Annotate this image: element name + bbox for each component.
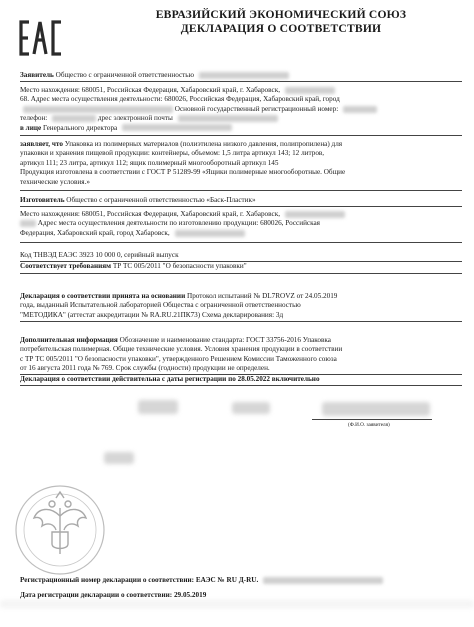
applicant-phone: телефон: [20,114,48,123]
reg-date-label: Дата регистрации декларации о соответствии: [20,591,173,599]
redacted-mark [104,452,134,464]
manufacturer-loc-value: 680051, Российская Федерация, Хабаровский край, г. Хабаровск, [81,210,280,218]
signature-line [312,419,432,420]
divider [20,321,462,322]
manufacturer-value: Общество с ограниченной ответственностью «Баск-Пластик» [66,196,256,204]
redacted-address [285,211,345,218]
applicant-label: Заявитель [20,71,54,79]
manufacturer-address [20,210,462,238]
basis-text-3: "МЕТОДИКА" (аттестат аккредитации № RA.RU.21ПК73) Схема декларирования: 3д [20,310,284,319]
declares-text-4: Продукция изготовлена в соответствии с ГОСТ Р 51289-99 «Ящики полимерные многооборотные. Общие [20,168,346,177]
redacted-signatory-name [322,402,430,416]
declares-text-3: артикул 111; 23 литра, артикул 112; ящик полимерный многооборотный артикул 145 [20,158,279,167]
applicant-email: дрес электронной почты [97,114,173,123]
applicant-section [20,71,462,80]
tnved-code: Код ТНВЭД ЕАЭС 3923 10 000 0, серийный выпуск [20,251,179,259]
applicant-loc-cont: 68. Адрес места осуществления деятельности: 680026, Российская Федерация, Хабаровский край, город [20,95,340,104]
redacted-address [20,220,36,227]
reg-number-value: ЕАЭС № RU Д-RU. [195,576,259,584]
divider [20,206,462,207]
manufacturer-addr-1: Адрес места осуществления деятельности по изготовлению продукции: 680026, Российская [37,219,320,228]
eac-logo-icon [18,18,64,58]
manufacturer-section [20,196,462,205]
basis-label: Декларация о соответствии принята на основании [20,292,186,300]
redacted-signature [138,400,178,414]
divider [20,190,462,191]
redacted-person [122,124,232,131]
redacted-signature [232,402,270,414]
applicant-reg: Основной государственный регистрационный номер: [174,104,339,113]
declares-text-1: Упаковка из полимерных материалов (полиэтилена низкого давления, полипропилена) для [64,140,343,148]
extra-label: Дополнительная информация [20,336,118,344]
divider [20,135,462,136]
requirements-value: ТР ТС 005/2011 "О безопасности упаковки" [112,262,247,270]
applicant-address [20,86,462,133]
applicant-value: Общество с ограниченной ответственностью [55,71,194,79]
redacted-reg-number [263,577,383,584]
reg-number-row [20,576,462,585]
divider [20,242,462,243]
signature-caption: (Ф.И.О. заявителя) [348,422,390,428]
applicant-loc-value: 680051, Российская Федерация, Хабаровский край, г. Хабаровск, [81,86,280,94]
reg-date-row [20,591,462,600]
validity-text: Декларация о соответствии действительна с даты регистрации по 28.05.2022 включительно [20,375,320,383]
redacted-address [175,230,245,237]
manufacturer-label: Изготовитель [20,196,65,204]
divider [20,81,462,82]
extra-text-4: от 16 августа 2011 года № 769. Срок службы (годности) продукции не определен. [20,364,270,373]
declares-label: заявляет, что [20,140,63,148]
person-label: в лице [20,123,42,132]
basis-text-1: Протокол испытаний № DL7ROVZ от 24.05.2019 [187,292,338,300]
manufacturer-addr-2: Федерация, Хабаровский край, город Хабаровск, [20,228,170,237]
requirements-label: Соответствует требованиям [20,262,112,270]
declares-section [20,140,462,187]
header-title: ДЕКЛАРАЦИЯ О СООТВЕТСТВИИ [180,22,382,35]
declares-text-5: технические условия.» [20,177,90,186]
person-value: Генерального директора [42,123,118,132]
divider [20,273,462,274]
basis-text-2: года, выданный Испытательной лабораторией Общества с ограниченной ответственностью [20,301,301,310]
applicant-loc-label: Место нахождения: [20,86,80,94]
redacted-address [285,87,335,94]
basis-section [20,292,462,320]
divider [20,385,462,386]
declares-text-2: упаковки и хранения пищевой продукции: контейнеры, объемом: 1,5 литра артикул 143; 12 литров, [20,149,325,158]
extra-text-2: потребительская полимерная. Общие технические условия. Условия хранения продукции в соответствии [20,345,343,354]
redacted-phone [52,115,96,122]
coat-of-arms-seal-icon [12,482,108,578]
manufacturer-loc-label: Место нахождения: [20,210,80,218]
redacted-email [178,115,278,122]
reg-number-label: Регистрационный номер декларации о соответствии: [20,576,195,584]
document-header [96,8,466,36]
extra-text-1: Обозначение и наименование стандарта: ГОСТ 33756-2016 Упаковка [119,336,331,344]
page-shadow [0,600,474,608]
requirements-section [20,262,462,271]
header-union: ЕВРАЗИЙСКИЙ ЭКОНОМИЧЕСКИЙ СОЮЗ [155,8,407,21]
redacted-name [199,72,289,79]
redacted-address [23,106,173,113]
reg-date-value: 29.05.2019 [173,591,207,599]
extra-info-section [20,336,462,374]
extra-text-3: с ТР ТС 005/2011 "О безопасности упаковки", утвержденного Решением Комиссии Таможенного союза [20,354,337,363]
redacted-reg [343,106,377,113]
